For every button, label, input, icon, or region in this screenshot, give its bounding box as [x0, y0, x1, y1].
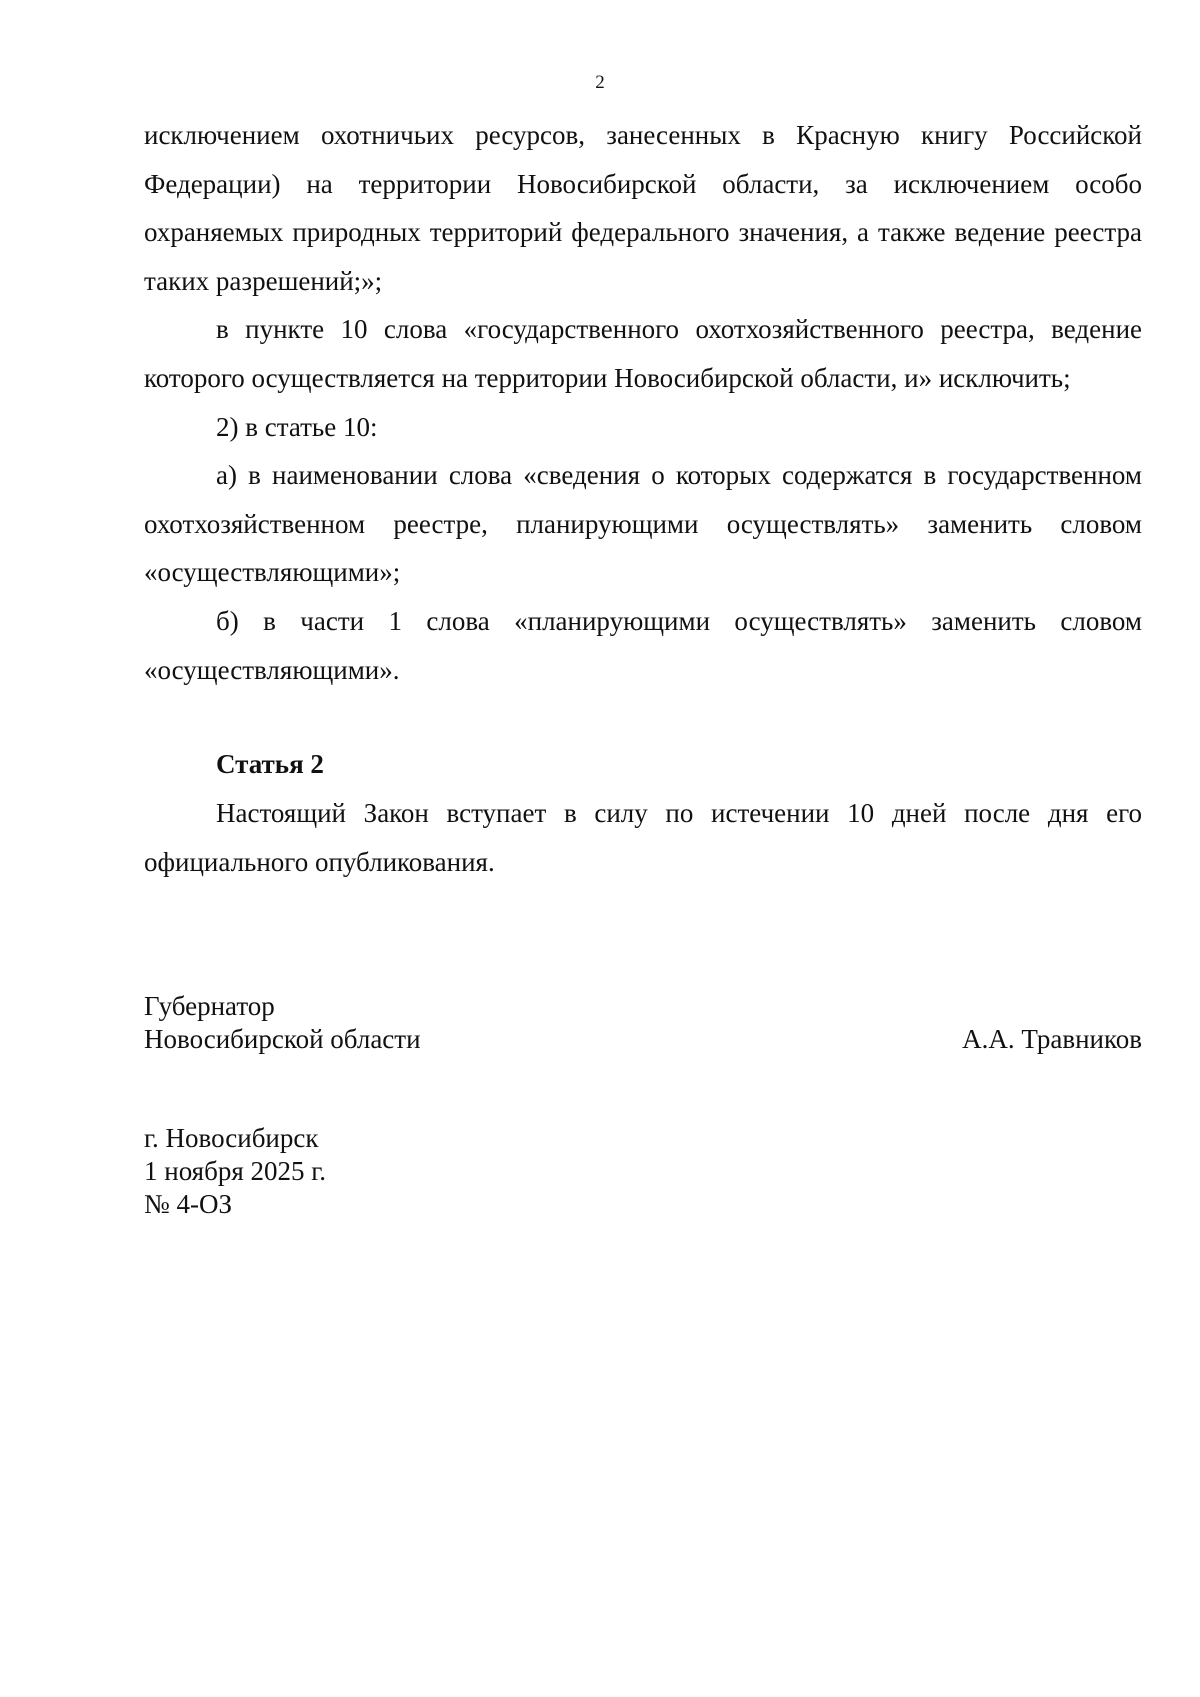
- page-number: 2: [595, 72, 605, 93]
- date: 1 ноября 2025 г.: [144, 1156, 327, 1186]
- signature-block: [144, 990, 1142, 1056]
- signatory-title-line1: Губернатор: [144, 991, 275, 1021]
- city: г. Новосибирск: [144, 1123, 319, 1153]
- amendment-text: [144, 111, 1142, 694]
- article-body: [144, 789, 1142, 886]
- law-number: № 4-ОЗ: [144, 1189, 233, 1219]
- paragraph-item-10: в пункте 10 слова «государственного охотхозяйственного реестра, ведение которого осуществляется на территории Новосибирской области, и» исключить;: [144, 314, 1142, 393]
- place-date-number: [144, 1122, 326, 1221]
- signatory-title-line2: Новосибирской области: [144, 1024, 421, 1054]
- article-heading: Статья 2: [216, 749, 324, 779]
- paragraph-continuation: исключением охотничьих ресурсов, занесенных в Красную книгу Российской Федерации) на территории Новосибирской области, за исключением особо охраняемых природных территорий федерального значения, а также ведение реестра таких разрешений;»;: [144, 120, 1142, 296]
- paragraph-article-10: 2) в статье 10:: [216, 411, 378, 442]
- article-paragraph: Настоящий Закон вступает в силу по истечении 10 дней после дня его официального опубликования.: [144, 798, 1142, 877]
- paragraph-subitem-a: а) в наименовании слова «сведения о которых содержатся в государственном охотхозяйственном реестре, планирующими осуществлять» заменить словом «осуществляющими»;: [144, 460, 1142, 588]
- signatory-name: А.А. Травников: [962, 1024, 1142, 1054]
- paragraph-subitem-b: б) в части 1 слова «планирующими осуществлять» заменить словом «осуществляющими».: [144, 605, 1142, 685]
